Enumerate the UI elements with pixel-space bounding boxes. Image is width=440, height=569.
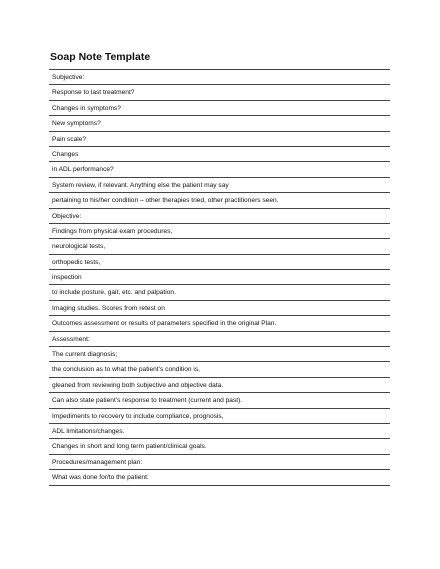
form-line: Assessment: [49,332,390,347]
form-line: New symptoms? [49,116,390,131]
form-line: Impediments to recovery to include compliance, prognosis, [49,409,390,424]
form-line: Procedures/management plan: [49,455,390,470]
page-title: Soap Note Template [50,51,151,63]
form-line: orthopedic tests, [49,255,390,270]
form-line: neurological tests, [49,239,390,254]
form-line: to include posture, gait, etc. and palpation. [49,285,390,300]
form-line: Changes in short and long term patient/clinical goals. [49,439,390,454]
form-line: gleaned from reviewing both subjective and objective data. [49,378,390,393]
form-line: Objective: [49,209,390,224]
form-line: Changes [49,147,390,162]
form-line: Changes in symptoms? [49,101,390,116]
form-line: System review, if relevant. Anything else the patient may say [49,178,390,193]
form-line: Findings from physical exam procedures, [49,224,390,239]
form-line: Response to last treatment? [49,85,390,100]
form-line: Can also state patient’s response to treatment (current and past). [49,393,390,408]
form-line: inspection [49,270,390,285]
form-line: in ADL performance? [49,162,390,177]
form-line: Outcomes assessment or results of parameters specified in the original Plan. [49,316,390,331]
form-line: Subjective: [49,70,390,85]
form-line: pertaining to his/her condition – other therapies tried, other practitioners seen. [49,193,390,208]
form-line: ADL limitations/changes. [49,424,390,439]
form-line: The current diagnosis; [49,347,390,362]
form-line: Pain scale? [49,132,390,147]
form-line: the conclusion as to what the patient’s condition is, [49,362,390,377]
form-line: Imaging studies. Scores from retest on [49,301,390,316]
soap-note-lines [49,69,390,486]
form-line: What was done for/to the patient: [49,470,390,485]
